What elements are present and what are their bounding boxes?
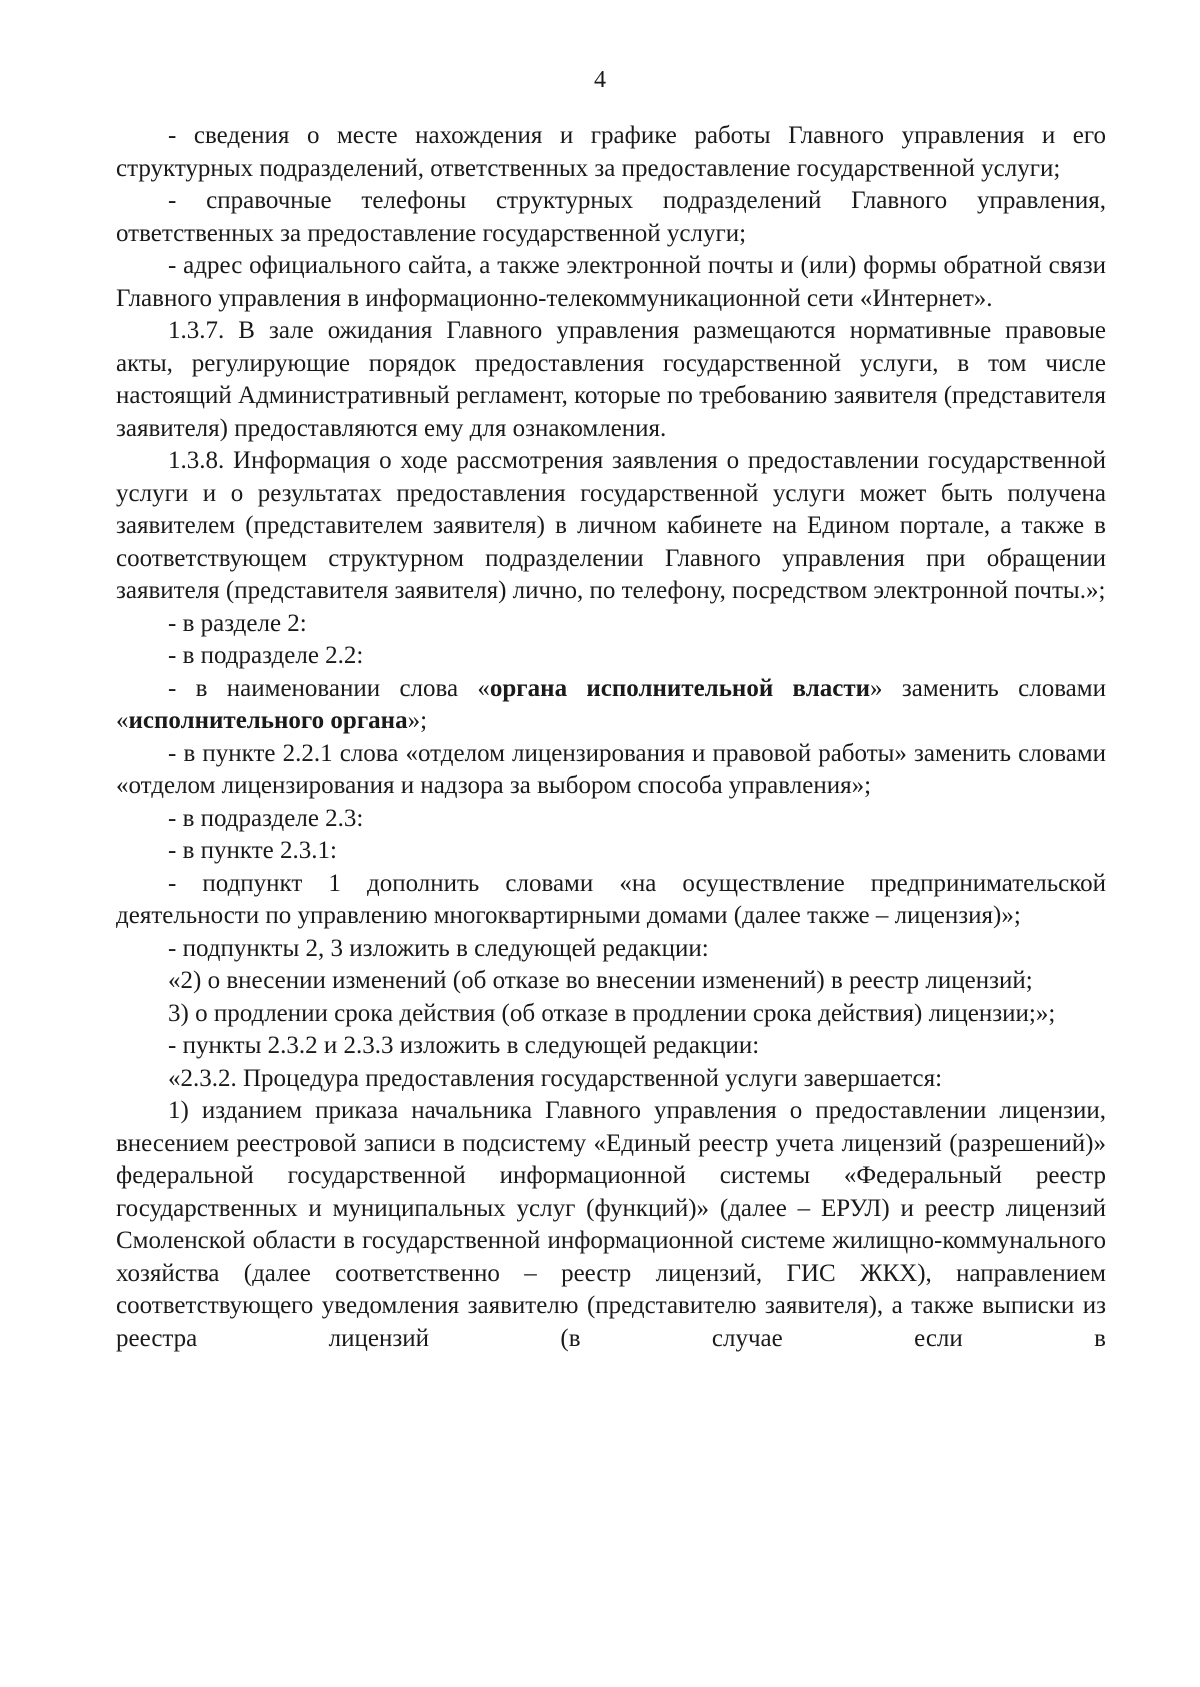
paragraph-subsection-2-3: - в подразделе 2.3:: [168, 804, 364, 832]
naming-bold-2: исполнительного органа: [128, 707, 408, 734]
naming-text-3: »;: [407, 707, 428, 734]
paragraph-location-info: - сведения о месте нахождения и графике работы Главного управления и его структурных подразделений, ответственных за предоставление государственной услуги;: [116, 122, 1106, 182]
paragraph-subsection-2-2: - в подразделе 2.2:: [168, 642, 364, 669]
naming-text-2: » заменить словами «: [116, 674, 1106, 734]
paragraph-subitem-1: - подпункт 1 дополнить словами «на осуществление предпринимательской деятельности по управлению многоквартирными домами (далее также – лицензия)»;: [116, 869, 1106, 929]
paragraph-item-2-2-1: - в пункте 2.2.1 слова «отделом лицензирования и правовой работы» заменить словами «отделом лицензирования и надзора за выбором способа управления»;: [116, 739, 1106, 799]
paragraph-item-2-3-2: «2.3.2. Процедура предоставления государственной услуги завершается:: [168, 1064, 943, 1092]
naming-text-1: - в наименовании слова «: [168, 674, 490, 702]
paragraph-item-2-3-1: - в пункте 2.3.1:: [168, 837, 337, 864]
page-number: 4: [594, 67, 606, 93]
paragraph-items-2-3-2-2-3-3: - пункты 2.3.2 и 2.3.3 изложить в следующей редакции:: [168, 1032, 760, 1059]
paragraph-subitems-2-3: - подпункты 2, 3 изложить в следующей редакции:: [168, 934, 709, 962]
paragraph-1-3-7: 1.3.7. В зале ожидания Главного управления размещаются нормативные правовые акты, регулирующие порядок предоставления государственной услуги, в том числе настоящий Административный регламент, которые по требованию заявителя (представителя заявителя) предоставляются ему для ознакомления.: [116, 317, 1106, 442]
paragraph-subitem-2-text: «2) о внесении изменений (об отказе во внесении изменений) в реестр лицензий;: [168, 967, 1033, 994]
paragraph-procedure-result-1: 1) изданием приказа начальника Главного управления о предоставлении лицензии, внесением реестровой записи в подсистему «Единый реестр учета лицензий (разрешений)» федеральной государственной информационной системы «Федеральный реестр государственных и муниципальных услуг (функций)» (далее – ЕРУЛ) и реестр лицензий Смоленской области в государственной информационной системе жилищно-коммунального хозяйства (далее соответственно – реестр лицензий, ГИС ЖКХ), направлением соответствующего уведомления заявителю (представителю заявителя), а также выписки из реестра лицензий (в случае если в: [116, 1097, 1106, 1352]
document-body: [116, 120, 1106, 1355]
paragraph-subitem-3-text: 3) о продлении срока действия (об отказе в продлении срока действия) лицензии;»;: [168, 999, 1056, 1027]
paragraph-naming-change: [116, 673, 1106, 738]
paragraph-section-2: - в разделе 2:: [168, 609, 307, 637]
paragraph-website-address: - адрес официального сайта, а также электронной почты и (или) формы обратной связи Главного управления в информационно-телекоммуникационной сети «Интернет».: [116, 252, 1106, 312]
paragraph-1-3-8: 1.3.8. Информация о ходе рассмотрения заявления о предоставлении государственной услуги и о результатах предоставления государственной услуги может быть получена заявителем (представителем заявителя) в личном кабинете на Едином портале, а также в соответствующем структурном подразделении Главного управления при обращении заявителя (представителя заявителя) лично, по телефону, посредством электронной почты.»;: [116, 447, 1106, 604]
paragraph-reference-phones: - справочные телефоны структурных подразделений Главного управления, ответственных за предоставление государственной услуги;: [116, 187, 1106, 247]
naming-bold-1: органа исполнительной власти: [489, 674, 871, 702]
